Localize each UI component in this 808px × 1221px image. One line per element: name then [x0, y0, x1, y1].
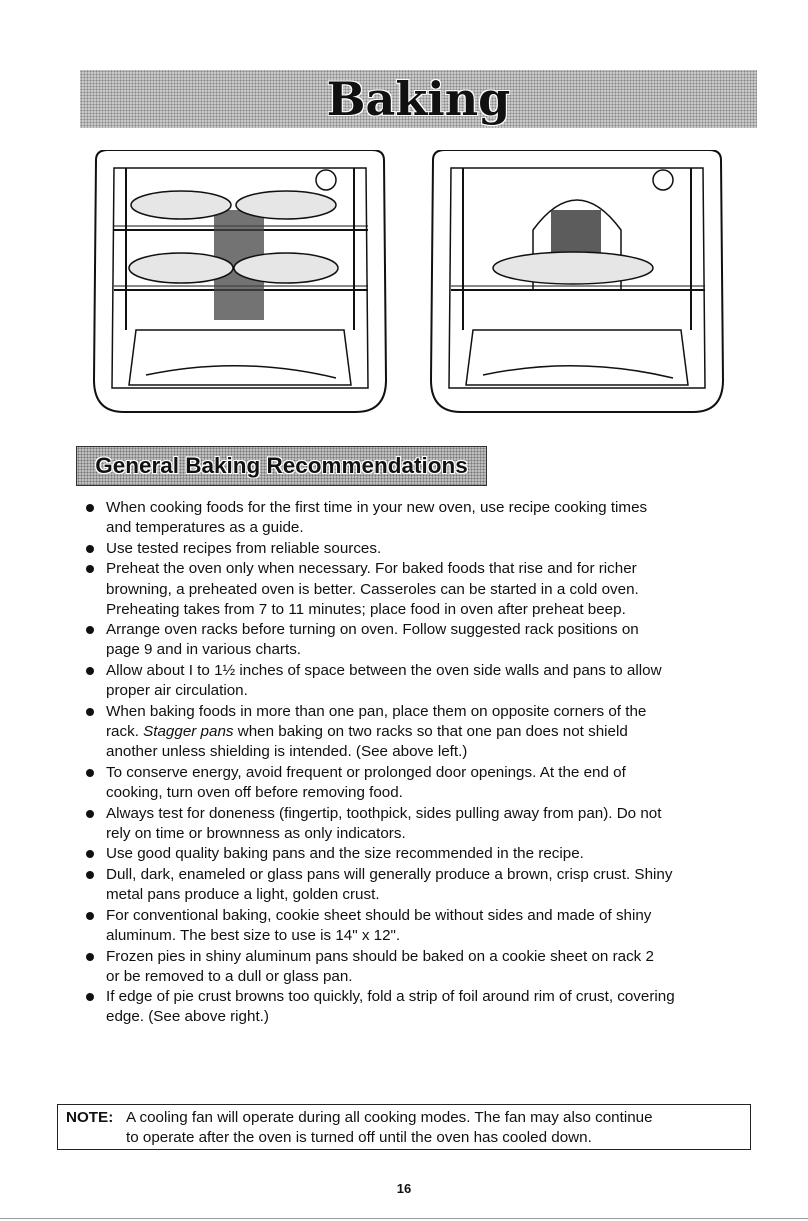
list-item: When cooking foods for the first time in your new oven, use recipe cooking times and temperatures as a guide.	[84, 498, 756, 538]
bullet-icon	[86, 504, 94, 512]
note-text-line1: A cooling fan will operate during all cooking modes. The fan may also continue	[126, 1109, 653, 1126]
list-item: Dull, dark, enameled or glass pans will generally produce a brown, crisp crust. Shiny metal pans produce a light, golden crust.	[84, 865, 756, 905]
bottom-rule	[0, 1218, 808, 1219]
bullet-icon	[86, 769, 94, 777]
oven-two-racks-illustration	[86, 150, 394, 420]
section-heading: General Baking Recommendations	[95, 453, 468, 478]
bullet-icon	[86, 850, 94, 858]
list-item: Use tested recipes from reliable sources.	[84, 539, 756, 559]
list-item: Allow about I to 1½ inches of space between the oven side walls and pans to allow proper air circulation.	[84, 661, 756, 701]
title-banner	[80, 70, 757, 128]
list-item: When baking foods in more than one pan, place them on opposite corners of the rack. Stagger pans when baking on two racks so that one pan does not shield another unless shielding is intended. (See above left.)	[84, 702, 756, 762]
oven-one-rack-illustration	[423, 150, 731, 420]
list-item: Preheat the oven only when necessary. For baked foods that rise and for richer browning, a preheated oven is better. Casseroles can be started in a cold oven. Preheating takes from 7 to 11 minutes; place food in oven after preheat beep.	[84, 559, 756, 619]
bullet-icon	[86, 545, 94, 553]
note-box	[57, 1104, 751, 1150]
section-heading-box	[76, 446, 487, 486]
recommendations-list	[84, 498, 756, 1028]
list-item: Arrange oven racks before turning on oven. Follow suggested rack positions on page 9 and in various charts.	[84, 620, 756, 660]
list-item: Always test for doneness (fingertip, toothpick, sides pulling away from pan). Do not rely on time or brownness as only indicators.	[84, 804, 756, 844]
list-item: Frozen pies in shiny aluminum pans should be baked on a cookie sheet on rack 2 or be removed to a dull or glass pan.	[84, 947, 756, 987]
list-item: To conserve energy, avoid frequent or prolonged door openings. At the end of cooking, turn oven off before removing food.	[84, 763, 756, 803]
note-label: NOTE:	[66, 1109, 114, 1126]
page-title: Baking	[326, 72, 511, 126]
bullet-icon	[86, 626, 94, 634]
bullet-icon	[86, 993, 94, 1001]
bullet-icon	[86, 667, 94, 675]
note-text-line2: to operate after the oven is turned off until the oven has cooled down.	[126, 1129, 592, 1146]
bullet-icon	[86, 953, 94, 961]
bullet-icon	[86, 708, 94, 716]
bullet-icon	[86, 912, 94, 920]
list-item: Use good quality baking pans and the size recommended in the recipe.	[84, 844, 756, 864]
bullet-icon	[86, 810, 94, 818]
list-item: For conventional baking, cookie sheet should be without sides and made of shiny aluminum. The best size to use is 14" x 12".	[84, 906, 756, 946]
page-number: 16	[396, 1181, 412, 1196]
list-item: If edge of pie crust browns too quickly, fold a strip of foil around rim of crust, covering edge. (See above right.)	[84, 987, 756, 1027]
bullet-icon	[86, 871, 94, 879]
bullet-icon	[86, 565, 94, 573]
